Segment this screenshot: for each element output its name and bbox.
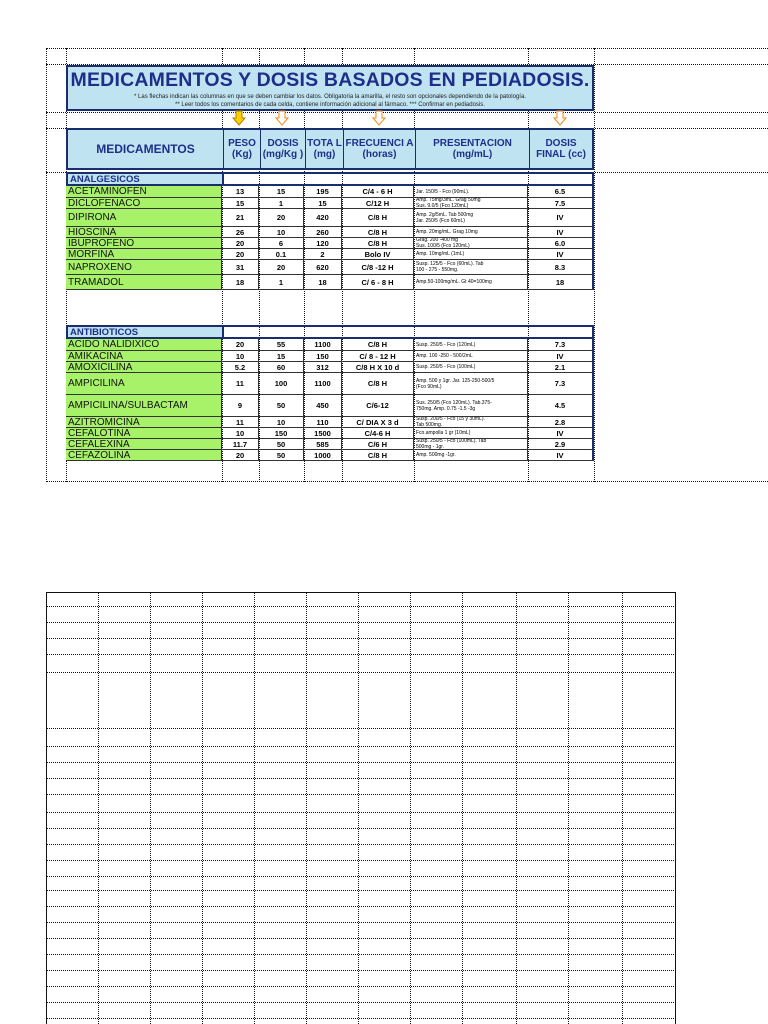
cell-presentacion[interactable] [414, 186, 528, 198]
cell-total[interactable]: 18 [304, 275, 342, 290]
presentacion-line: Amp.50-100mg/mL. Gt 40=100mg [416, 279, 492, 285]
presentacion-line: Susp. 125/5 - Fco (60mL). Tab [416, 261, 484, 267]
gridline [46, 592, 676, 593]
presentacion-line: Jar. 150/5 - Fco (90mL). [416, 188, 470, 195]
cell-presentacion[interactable] [414, 198, 528, 209]
table-header [66, 128, 594, 170]
presentacion-line: 750mg. Amp. 0.75 -1.5 -3g [416, 405, 476, 412]
drug-name[interactable]: AZITROMICINA [66, 417, 222, 428]
drug-name[interactable]: TRAMADOL [66, 275, 222, 290]
empty-grid [46, 592, 676, 1024]
gridline [46, 672, 676, 673]
cell-freq[interactable]: C/8 H [342, 339, 414, 351]
cell-dosis-final[interactable]: 2.9 [528, 439, 594, 450]
note-line-2: ** Leer todos los comentarios de cada celda, contiene información adicional al fármaco. *** Confirmar en pediadosis. [175, 102, 485, 108]
title-banner [66, 65, 594, 111]
gridline [46, 1018, 676, 1019]
cell-dosis[interactable]: 10 [259, 417, 304, 428]
gridline [594, 48, 595, 482]
cell-freq[interactable]: C/6-12 [342, 395, 414, 417]
drug-name[interactable]: DICLOFENACO [66, 198, 222, 209]
presentacion-line: Sus. 9.0/5 (Fco 120mL) [416, 203, 469, 209]
cell-dosis-final[interactable]: 2.8 [528, 417, 594, 428]
cell-dosis-final[interactable]: 7.3 [528, 339, 594, 351]
cell-dosis-final[interactable]: IV [528, 450, 594, 461]
cell-dosis[interactable]: 60 [259, 362, 304, 373]
cell-peso[interactable]: 20 [222, 450, 259, 461]
cell-peso[interactable]: 11.7 [222, 439, 259, 450]
presentacion-line: Fco.ampolla 1 gr (10mL) [416, 430, 471, 436]
cell-peso[interactable]: 26 [222, 227, 259, 238]
arrow-down-icon [553, 110, 567, 126]
cell-dosis[interactable]: 6 [259, 238, 304, 249]
table-row [66, 275, 594, 290]
table-row [66, 249, 594, 260]
cell-dosis-final[interactable]: IV [528, 209, 594, 227]
table-row [66, 439, 594, 450]
cell-presentacion[interactable] [414, 417, 528, 428]
cell-peso[interactable]: 18 [222, 275, 259, 290]
section-label: ANALGESICOS [68, 174, 224, 184]
cell-dosis-final[interactable]: IV [528, 227, 594, 238]
cell-presentacion[interactable] [414, 351, 528, 362]
table-row [66, 428, 594, 439]
gridline [46, 48, 768, 49]
cell-freq[interactable]: C/8 -12 H [342, 260, 414, 275]
presentacion-line: Susp. 250/5 - Fco (120mL) [416, 341, 476, 348]
cell-peso[interactable]: 13 [222, 186, 259, 198]
header-presentacion: PRESENTACION (mg/mL) [416, 130, 530, 168]
gridline [516, 592, 517, 1024]
cell-freq[interactable]: C/ 6 - 8 H [342, 275, 414, 290]
table-row [66, 186, 594, 198]
cell-total[interactable]: 1100 [304, 373, 342, 395]
presentacion-line: Amp. 2g/5mL. Tab 500mg [416, 211, 474, 218]
presentacion-line: Amp. 500mg -1gr. [416, 452, 456, 458]
cell-total[interactable]: 1000 [304, 450, 342, 461]
gridline [46, 812, 676, 813]
drug-name[interactable]: DIPIRONA [66, 209, 222, 227]
drug-name[interactable]: CEFALOTINA [66, 428, 222, 439]
table-row [66, 450, 594, 461]
cell-total[interactable]: 15 [304, 198, 342, 209]
presentacion-line: (Fco 90mL) [416, 383, 442, 390]
gridline [46, 860, 676, 861]
gridline [46, 112, 768, 113]
presentacion-line: Jar. 250/5 (Fco 60mL) [416, 217, 465, 224]
drug-name[interactable]: ACIDO NALIDIXICO [66, 339, 222, 351]
page-title: MEDICAMENTOS Y DOSIS BASADOS EN PEDIADOSIS. [70, 69, 590, 91]
gridline [150, 592, 151, 1024]
presentacion-line: Amp. 75mg/3mL. Grag 50mg [416, 198, 481, 203]
table-row [66, 198, 594, 209]
presentacion-line: Susp. 200/5 - Fco (15 y 30mL). [416, 417, 485, 422]
gridline [46, 794, 676, 795]
drug-name[interactable]: AMOXICILINA [66, 362, 222, 373]
cell-dosis-final[interactable]: 2.1 [528, 362, 594, 373]
drug-name[interactable]: CEFAZOLINA [66, 450, 222, 461]
presentacion-line: Sus. 100/5 (Fco 120mL) [416, 243, 470, 249]
table-row [66, 339, 594, 351]
table-row [66, 260, 594, 275]
cell-total[interactable]: 620 [304, 260, 342, 275]
cell-dosis-final[interactable]: IV [528, 428, 594, 439]
gridline [46, 606, 676, 607]
cell-freq[interactable]: C/4 - 6 H [342, 186, 414, 198]
cell-dosis[interactable]: 150 [259, 428, 304, 439]
drug-name[interactable]: CEFALEXINA [66, 439, 222, 450]
section-header [66, 172, 594, 186]
cell-total[interactable]: 450 [304, 395, 342, 417]
gridline [46, 728, 676, 729]
cell-presentacion[interactable] [414, 238, 528, 249]
cell-freq[interactable]: C/4-6 H [342, 428, 414, 439]
drug-name[interactable]: AMPICILINA/SULBACTAM [66, 395, 222, 417]
cell-peso[interactable]: 11 [222, 417, 259, 428]
cell-total[interactable]: 110 [304, 417, 342, 428]
cell-freq[interactable]: C/8 H [342, 227, 414, 238]
gridline [358, 592, 359, 1024]
cell-presentacion[interactable] [414, 249, 528, 260]
presentacion-line: 500mg - 1gr. [416, 444, 445, 450]
table-row [66, 238, 594, 249]
table-row [66, 362, 594, 373]
drug-name[interactable]: MORFINA [66, 249, 222, 260]
drug-name[interactable]: AMIKACINA [66, 351, 222, 362]
cell-presentacion[interactable] [414, 227, 528, 238]
cell-dosis[interactable]: 50 [259, 395, 304, 417]
cell-freq[interactable]: C/8 H [342, 209, 414, 227]
gridline [46, 890, 676, 891]
drug-name[interactable]: NAPROXENO [66, 260, 222, 275]
cell-dosis-final[interactable]: 6.5 [528, 186, 594, 198]
gridline [462, 592, 463, 1024]
table-row [66, 373, 594, 395]
presentacion-line: Sus. 250/5 (Fco 120mL). Tab.375- [416, 399, 492, 406]
cell-dosis[interactable]: 50 [259, 450, 304, 461]
gridline [46, 986, 676, 987]
cell-dosis-final[interactable]: 7.3 [528, 373, 594, 395]
table-row [66, 351, 594, 362]
cell-total[interactable]: 1100 [304, 339, 342, 351]
cell-dosis[interactable]: 15 [259, 186, 304, 198]
header-dosis-final: DOSIS FINAL (cc) [536, 138, 586, 160]
cell-dosis[interactable]: 20 [259, 260, 304, 275]
cell-dosis[interactable]: 1 [259, 198, 304, 209]
cell-freq[interactable]: C/8 H [342, 450, 414, 461]
gridline [46, 922, 676, 923]
cell-dosis-final[interactable]: IV [528, 351, 594, 362]
cell-dosis[interactable]: 20 [259, 209, 304, 227]
presentacion-line: Susp. 250/5 - Fco (100mL) [416, 364, 476, 370]
drug-name[interactable]: IBUPROFENO [66, 238, 222, 249]
cell-presentacion[interactable] [414, 450, 528, 461]
drug-name[interactable]: ACETAMINOFEN [66, 186, 222, 198]
cell-presentacion[interactable] [414, 275, 528, 290]
cell-dosis-final[interactable]: 4.5 [528, 395, 594, 417]
gridline [568, 592, 569, 1024]
cell-peso[interactable]: 20 [222, 339, 259, 351]
gridline [46, 48, 47, 482]
gridline [46, 970, 676, 971]
header-frecuencia: FRECUENCI A (horas) [344, 130, 416, 168]
presentacion-line: Amp. 10mg/mL (1mL) [416, 251, 465, 257]
arrow-down-icon-yellow [232, 110, 246, 126]
gridline [46, 1002, 676, 1003]
cell-dosis-final[interactable]: 8.3 [528, 260, 594, 275]
cell-dosis[interactable]: 10 [259, 227, 304, 238]
gridline [46, 876, 676, 877]
gridline [46, 778, 676, 779]
cell-presentacion[interactable] [414, 209, 528, 227]
cell-freq[interactable]: C/ 8 - 12 H [342, 351, 414, 362]
cell-total[interactable]: 260 [304, 227, 342, 238]
cell-freq[interactable]: C/ DIA X 3 d [342, 417, 414, 428]
arrow-down-icon [275, 110, 289, 126]
drug-name[interactable]: HIOSCINA [66, 227, 222, 238]
cell-dosis[interactable]: 0.1 [259, 249, 304, 260]
cell-peso[interactable]: 21 [222, 209, 259, 227]
cell-presentacion[interactable] [414, 395, 528, 417]
cell-peso[interactable]: 10 [222, 351, 259, 362]
cell-peso[interactable]: 20 [222, 249, 259, 260]
cell-presentacion[interactable] [414, 362, 528, 373]
drug-name[interactable]: AMPICILINA [66, 373, 222, 395]
cell-freq[interactable]: C/8 H [342, 373, 414, 395]
cell-peso[interactable]: 11 [222, 373, 259, 395]
cell-freq[interactable]: C/6 H [342, 439, 414, 450]
cell-total[interactable]: 120 [304, 238, 342, 249]
cell-presentacion[interactable] [414, 428, 528, 439]
cell-presentacion[interactable] [414, 339, 528, 351]
cell-freq[interactable]: C/8 H X 10 d [342, 362, 414, 373]
gridline [46, 906, 676, 907]
cell-total[interactable]: 150 [304, 351, 342, 362]
gridline [46, 654, 676, 655]
header-total: TOTA L (mg) [306, 130, 344, 168]
section-header [66, 325, 594, 339]
cell-peso[interactable]: 15 [222, 198, 259, 209]
gridline [98, 592, 99, 1024]
cell-freq[interactable]: Bolo IV [342, 249, 414, 260]
header-dosis: DOSIS (mg/Kg ) [261, 130, 306, 168]
cell-total[interactable]: 312 [304, 362, 342, 373]
gridline [46, 938, 676, 939]
cell-peso[interactable]: 10 [222, 428, 259, 439]
table-row [66, 227, 594, 238]
presentacion-line: Amp. 20mg/mL. Grag 10mg [416, 229, 478, 235]
cell-presentacion[interactable] [414, 260, 528, 275]
gridline [675, 592, 676, 1024]
gridline [622, 592, 623, 1024]
header-peso: PESO (Kg) [224, 130, 261, 168]
header-medicamentos: MEDICAMENTOS [68, 130, 224, 168]
cell-dosis[interactable]: 15 [259, 351, 304, 362]
cell-peso[interactable]: 20 [222, 238, 259, 249]
note-line-1: * Las flechas indican las columnas en que se deben cambiar los datos. Obligatoria la amarilla, el resto son opcionales dependiendo de la patología. [134, 94, 526, 100]
cell-dosis[interactable]: 1 [259, 275, 304, 290]
gridline [46, 762, 676, 763]
presentacion-line: Amp. 500 y 1gr. Jar. 125-250-500/5 [416, 377, 495, 384]
table-row [66, 395, 594, 417]
cell-total[interactable]: 1500 [304, 428, 342, 439]
gridline [46, 622, 676, 623]
presentacion-line: Susp. 250/5 - Fco (100mL). Tab [416, 439, 487, 444]
cell-dosis-final[interactable]: 6.0 [528, 238, 594, 249]
cell-total[interactable]: 195 [304, 186, 342, 198]
presentacion-line: Tab 500mg. [416, 422, 443, 428]
gridline [202, 592, 203, 1024]
cell-dosis-final[interactable]: 18 [528, 275, 594, 290]
section-label: ANTIBIOTICOS [68, 327, 224, 337]
cell-dosis[interactable]: 100 [259, 373, 304, 395]
gridline [254, 592, 255, 1024]
arrow-down-icon [372, 110, 386, 126]
table-row [66, 209, 594, 227]
cell-total[interactable]: 585 [304, 439, 342, 450]
cell-dosis[interactable]: 55 [259, 339, 304, 351]
cell-peso[interactable]: 31 [222, 260, 259, 275]
gridline [306, 592, 307, 1024]
cell-dosis-final[interactable]: 7.5 [528, 198, 594, 209]
cell-freq[interactable]: C/8 H [342, 238, 414, 249]
cell-presentacion[interactable] [414, 439, 528, 450]
cell-dosis[interactable]: 50 [259, 439, 304, 450]
gridline [46, 954, 676, 955]
gridline [46, 844, 676, 845]
cell-presentacion[interactable] [414, 373, 528, 395]
cell-peso[interactable]: 9 [222, 395, 259, 417]
presentacion-line: 100 - 275 - 550mg. [416, 267, 459, 273]
gridline [46, 638, 676, 639]
gridline [46, 592, 47, 1024]
gridline [46, 828, 676, 829]
spreadsheet-top [46, 48, 768, 482]
presentacion-line: Amp. 100 -250 - 500/2mL [416, 353, 473, 359]
table-row [66, 417, 594, 428]
cell-freq[interactable]: C/12 H [342, 198, 414, 209]
cell-peso[interactable]: 5.2 [222, 362, 259, 373]
cell-total[interactable]: 2 [304, 249, 342, 260]
cell-dosis-final[interactable]: IV [528, 249, 594, 260]
gridline [46, 481, 768, 482]
gridline [46, 746, 676, 747]
gridline [410, 592, 411, 1024]
presentacion-line: Grag. 200 -400 mg [416, 238, 458, 243]
cell-total[interactable]: 420 [304, 209, 342, 227]
